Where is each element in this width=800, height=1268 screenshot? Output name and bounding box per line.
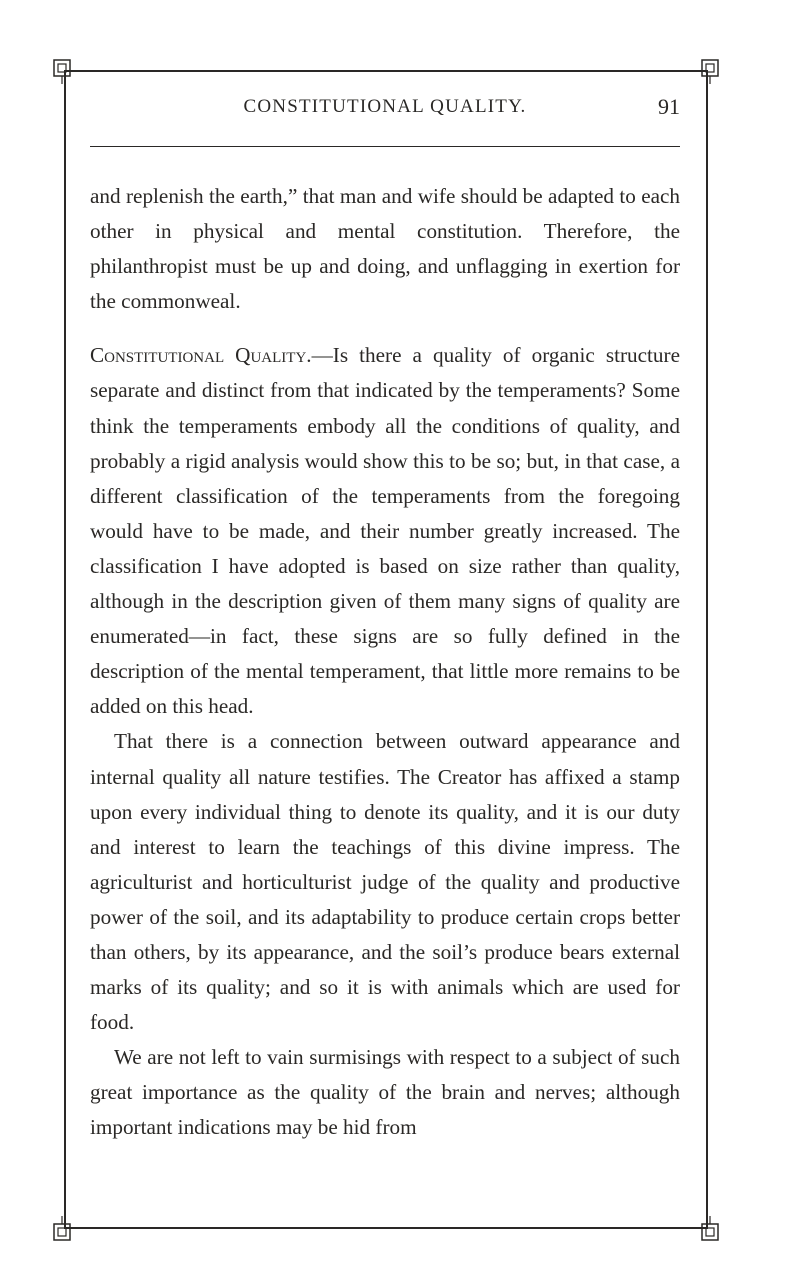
page-number: 91	[658, 94, 680, 119]
corner-ornament-bottom-left-icon	[52, 1216, 78, 1242]
corner-ornament-top-right-icon	[694, 58, 720, 84]
frame-bottom-rule	[64, 1227, 708, 1229]
frame-top-rule	[64, 70, 708, 72]
paragraph-2	[90, 338, 680, 724]
corner-ornament-top-left-icon	[52, 58, 78, 84]
paragraph-3: That there is a connection between outward appearance and internal quality all nature testifies. The Creator has affixed a stamp upon every individual thing to denote its quality, and it is our duty and interest to learn the teachings of this divine impress. The agriculturist and horticulturist judge of the quality and productive power of the soil, and its adaptability to produce certain crops better than others, by its appearance, and the soil’s produce bears external marks of its quality; and so it is with animals which are used for food.	[90, 729, 680, 1035]
header-rule	[90, 146, 680, 147]
frame-right-rule	[706, 70, 708, 1229]
paragraph-4: We are not left to vain surmisings with respect to a subject of such great importance as the quality of the brain and nerves; although important indications may be hid from	[90, 1045, 680, 1140]
frame-left-rule	[64, 70, 66, 1229]
paragraph-1: and replenish the earth,” that man and wife should be adapted to each other in physical and mental constitution. Therefore, the philanthropist must be up and doing, and unflagging in exertion for the commonweal.	[90, 184, 680, 314]
corner-ornament-bottom-right-icon	[694, 1216, 720, 1242]
paragraph-2-text: —Is there a quality of organic structure separate and distinct from that indicated by the temperaments? Some think the temperaments embody all the conditions of quality, and probably a rigid analysis would show this to be so; but, in that case, a different classification of the temperaments from the foregoing would have to be made, and their number greatly increased. The classification I have adopted is based on size rather than quality, although in the description given of them many signs of quality are enumerated—in fact, these signs are so fully defined in the description of the mental temperament, that little more remains to be added on this head.	[90, 343, 680, 719]
body-text	[90, 179, 680, 1146]
running-head: CONSTITUTIONAL QUALITY.	[243, 96, 527, 117]
page-header	[90, 96, 680, 128]
section-heading: Constitutional Quality.	[90, 343, 312, 368]
